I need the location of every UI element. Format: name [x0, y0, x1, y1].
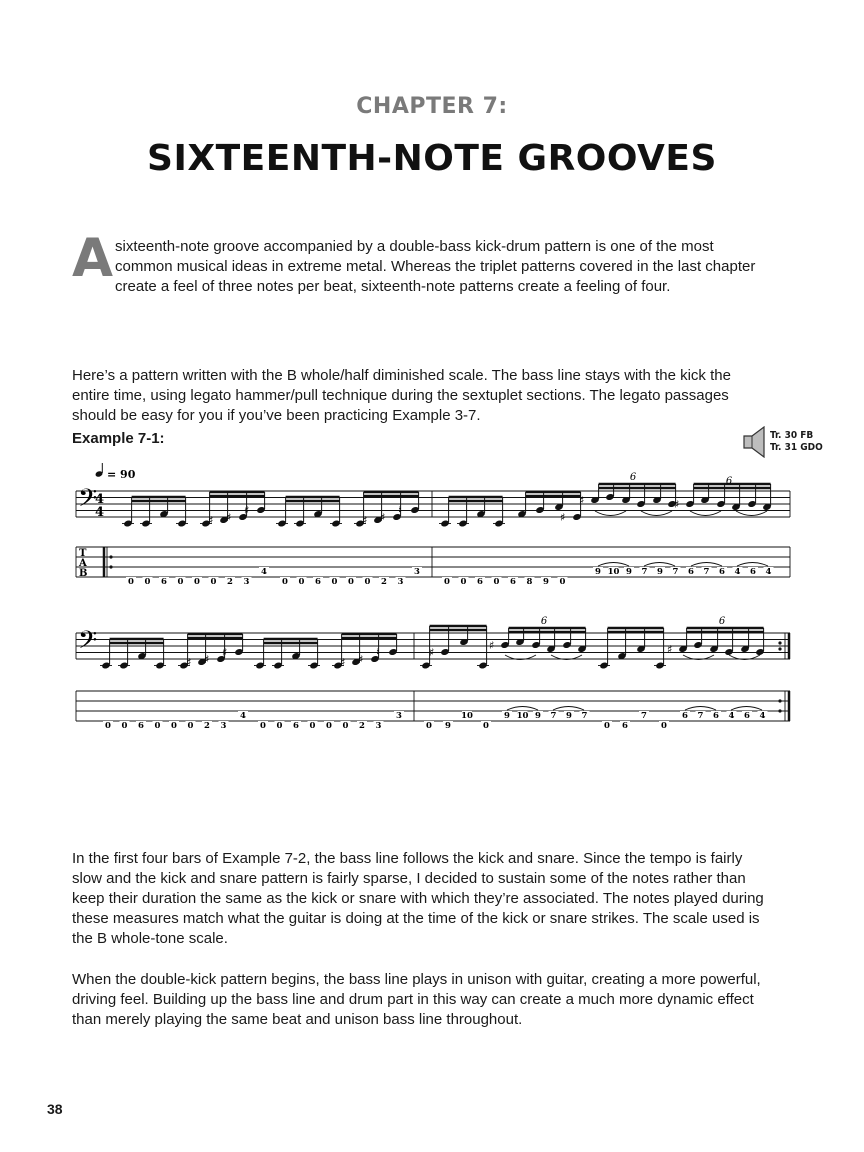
tab-number: 0: [260, 721, 266, 731]
accidental-sharp-icon: ♯: [226, 511, 232, 524]
tab-number: 3: [396, 711, 402, 721]
accidental-sharp-icon: ♯: [244, 504, 250, 517]
tab-number: 0: [194, 577, 200, 587]
tab-number: 3: [397, 577, 404, 587]
accidental-sharp-icon: ♯: [489, 639, 495, 652]
tab-number: 4: [759, 711, 766, 721]
tab-number: 7: [697, 711, 704, 721]
tab-clef-t: T: [79, 548, 87, 559]
tab-number: 0: [342, 721, 349, 731]
bass-clef-icon: 𝄢: [78, 484, 98, 519]
tab-number: 0: [348, 577, 354, 587]
accidental-sharp-icon: ♯: [674, 498, 680, 511]
time-signature-bottom: 4: [95, 505, 105, 520]
tab-number: 0: [326, 721, 332, 731]
tab-number: 7: [581, 711, 588, 721]
bass-clef-icon-2: 𝄢: [78, 626, 98, 661]
paragraph-4: When the double-kick pattern begins, the bass line plays in unison with guitar, creating a more powerful, driving feel. Building up the bass line and drum part in this way can create a much more dynamic effect than merely playing the same beat and unison bass line throughout.: [72, 971, 761, 1028]
tuplet-number: 6: [629, 472, 637, 483]
tab-number: 0: [426, 721, 432, 731]
staff-system-1: [76, 491, 790, 517]
tab-number: 10: [461, 711, 473, 721]
accidental-sharp-icon: ♯: [380, 511, 386, 524]
accidental-sharp-icon: ♯: [667, 643, 673, 656]
tab-number: 0: [276, 721, 283, 731]
tuplet-number: 6: [725, 476, 733, 487]
tab-number: 10: [607, 567, 620, 577]
drop-cap: A: [72, 228, 114, 289]
tab-number: 6: [750, 567, 756, 577]
tab-number: 6: [477, 577, 483, 587]
tab-number: 6: [510, 577, 516, 587]
tab-number: 9: [566, 711, 572, 721]
tab-number: 3: [220, 721, 227, 731]
tab-clef-a: A: [79, 558, 87, 569]
audio-track-2: Tr. 31 GDO: [770, 442, 823, 453]
tab-number: 6: [293, 721, 299, 731]
tab-number: 0: [483, 721, 489, 731]
accidental-sharp-icon: ♯: [560, 511, 566, 524]
tab-number: 10: [516, 711, 529, 721]
tab-number: 0: [121, 721, 128, 731]
tab-number: 0: [171, 721, 177, 731]
tab-number: 6: [719, 567, 725, 577]
notes-system-1: [122, 472, 772, 566]
tab-number: 9: [595, 567, 601, 577]
accidental-sharp-icon: ♯: [362, 514, 368, 527]
tab-number: 9: [504, 711, 510, 721]
tab-number: 8: [526, 577, 533, 587]
accidental-sharp-icon: ♮: [398, 504, 402, 517]
tab-number: 0: [187, 721, 194, 731]
accidental-sharp-icon: ♯: [429, 646, 435, 659]
tuplet-number: 6: [540, 616, 548, 627]
chapter-label: CHAPTER 7:: [356, 94, 508, 119]
tab-number: 0: [298, 577, 305, 587]
accidental-sharp-icon: ♯: [208, 514, 214, 527]
tab-number: 3: [243, 577, 250, 587]
tab-number: 2: [227, 577, 233, 587]
paragraph-2: Here’s a pattern written with the B whole/half diminished scale. The bass line stays with the kick the entire time, using legato hammer/pull technique during the sextuplet sections. The legato passages should be easy for you if you’ve been practicing Example 3-7.: [72, 367, 731, 424]
tab-number: 4: [765, 567, 772, 577]
accidental-sharp-icon: ♯: [340, 656, 346, 669]
tab-number: 7: [672, 567, 679, 577]
tuplet-number: 6: [718, 616, 726, 627]
tab-number: 2: [359, 721, 365, 731]
tab-number: 7: [641, 711, 647, 721]
page-number: 38: [47, 1101, 63, 1117]
tab-number: 4: [240, 711, 246, 721]
tab-number: 0: [128, 577, 134, 587]
tab-number: 4: [734, 567, 741, 577]
tab-number: 0: [604, 721, 610, 731]
tab-number: 6: [138, 721, 144, 731]
tab-number: 7: [703, 567, 710, 577]
tab-number: 0: [282, 577, 288, 587]
tempo-text: = 90: [107, 468, 136, 481]
tab-number: 0: [460, 577, 467, 587]
tab-number: 0: [154, 721, 161, 731]
tab-number: 0: [444, 577, 450, 587]
tab-system-1: [76, 547, 790, 577]
paragraph-3: In the first four bars of Example 7-2, the bass line follows the kick and snare. Since the tempo is fairly slow and the kick and snare pattern is fairly sparse, I decided to sustain some of the notes rather than keep their duration the same as the kick or snare with which they’re associated. The notes played during these measures match what the guitar is doing at the time of the kick or snare strikes. The scale used is the B whole-tone scale.: [72, 850, 764, 947]
tab-number: 0: [493, 577, 500, 587]
accidental-sharp-icon: ♯: [358, 653, 364, 666]
tab-number: 2: [204, 721, 210, 731]
tab-number: 2: [381, 577, 387, 587]
tab-number: 9: [626, 567, 632, 577]
tab-number: 6: [744, 711, 750, 721]
tab-number: 3: [375, 721, 382, 731]
tab-clef-b: B: [79, 568, 88, 579]
tab-number: 0: [331, 577, 338, 587]
tab-number: 0: [364, 577, 371, 587]
tab-number: 6: [622, 721, 628, 731]
tab-number: 6: [713, 711, 719, 721]
accidental-sharp-icon: ♮: [376, 646, 380, 659]
tab-number: 7: [641, 567, 648, 577]
audio-track-1: Tr. 30 FB: [770, 430, 814, 441]
tab-number: 0: [309, 721, 316, 731]
tab-number: 6: [161, 577, 167, 587]
accidental-sharp-icon: ♯: [579, 494, 585, 507]
tab-number: 9: [657, 567, 663, 577]
tab-number: 0: [144, 577, 151, 587]
tab-number: 6: [682, 711, 688, 721]
tab-number: 6: [315, 577, 321, 587]
example-label: Example 7-1:: [72, 430, 165, 447]
notes-system-2: [100, 616, 765, 710]
tempo-marking: [95, 463, 136, 481]
intro-text: sixteenth-note groove accompanied by a double-bass kick-drum pattern is one of the most common musical ideas in extreme metal. Whereas the triplet patterns covered in the last chapter create a feel of three notes per beat, sixteenth-note patterns create a feeling of four.: [115, 238, 756, 295]
tab-number: 9: [543, 577, 549, 587]
tab-number: 0: [105, 721, 111, 731]
tab-number: 3: [414, 567, 420, 577]
tab-number: 9: [535, 711, 541, 721]
tab-number: 7: [550, 711, 557, 721]
tab-number: 0: [210, 577, 217, 587]
tab-number: 9: [445, 721, 451, 731]
tab-number: 4: [261, 567, 267, 577]
tab-number: 0: [559, 577, 566, 587]
tab-number: 0: [177, 577, 184, 587]
time-signature-top: 4: [95, 492, 105, 507]
chapter-title: SIXTEENTH-NOTE GROOVES: [147, 138, 717, 179]
accidental-sharp-icon: ♯: [186, 656, 192, 669]
accidental-sharp-icon: ♯: [222, 646, 228, 659]
accidental-sharp-icon: ♯: [204, 653, 210, 666]
tab-number: 6: [688, 567, 694, 577]
tab-number: 0: [661, 721, 667, 731]
tab-number: 4: [728, 711, 735, 721]
